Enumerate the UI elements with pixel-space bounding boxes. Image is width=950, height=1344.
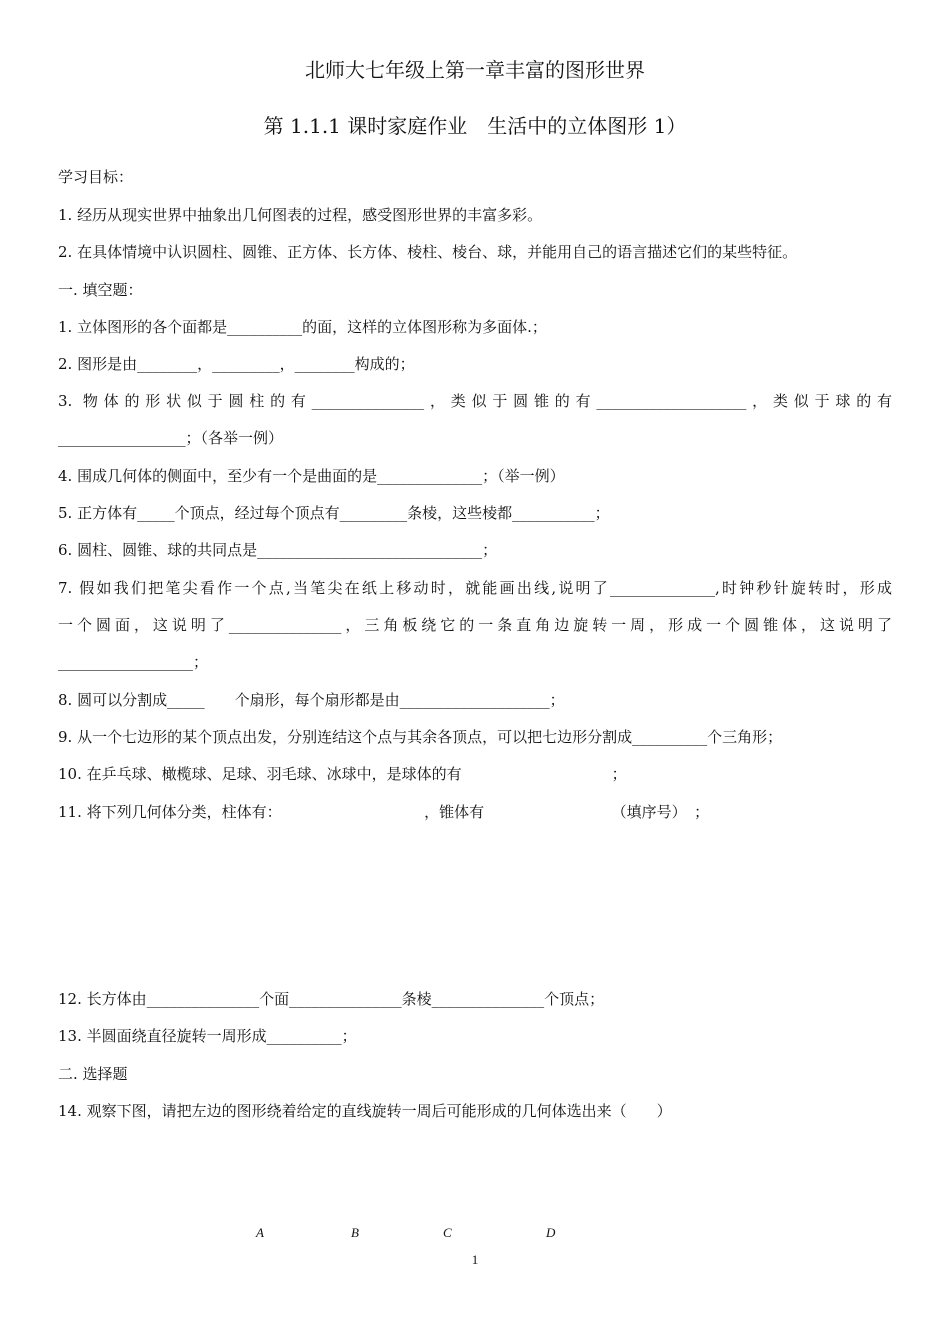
- question-3-line-2: _________________；（各举一例）: [58, 429, 284, 447]
- question-14: 14. 观察下图，请把左边的图形绕着给定的直线旋转一周后可能形成的几何体选出来（ ）: [58, 1102, 672, 1120]
- option-b-label: B: [351, 1225, 359, 1240]
- question-2: 2. 图形是由________，_________，________构成的；: [58, 355, 415, 373]
- question-5: 5. 正方体有_____个顶点，经过每个顶点有_________条棱，这些棱都___________；: [58, 504, 610, 522]
- option-c-label: C: [443, 1225, 452, 1240]
- question-1: 1. 立体图形的各个面都是__________的面，这样的立体图形称为多面体.；: [58, 318, 547, 336]
- question-7-line-3: __________________；: [58, 653, 209, 671]
- question-10: 10. 在乒乓球、橄榄球、足球、羽毛球、冰球中，是球体的有 ；: [58, 765, 627, 783]
- option-d-label: D: [546, 1225, 556, 1240]
- page-title: 北师大七年级上第一章丰富的图形世界: [305, 58, 645, 82]
- objectives-heading: 学习目标：: [58, 168, 134, 186]
- question-13: 13. 半圆面绕直径旋转一周形成__________；: [58, 1027, 357, 1045]
- question-4: 4. 围成几何体的侧面中，至少有一个是曲面的是______________；（举一例）: [58, 467, 565, 485]
- page-subtitle: 第 1.1.1 课时家庭作业 生活中的立体图形 1）: [263, 114, 687, 138]
- choice-section-heading: 二. 选择题: [58, 1065, 128, 1083]
- question-9: 9. 从一个七边形的某个顶点出发，分别连结这个点与其余各顶点，可以把七边形分割成__________个三角形；: [58, 728, 783, 746]
- fill-section-heading: 一. 填空题：: [58, 281, 143, 299]
- question-6: 6. 圆柱、圆锥、球的共同点是______________________________；: [58, 541, 498, 559]
- question-3-line-1: 3. 物体的形状似于圆柱的有_______________，类似于圆锥的有____________________，类似于球的有: [58, 392, 892, 410]
- objective-2: 2. 在具体情境中认识圆柱、圆锥、正方体、长方体、棱柱、棱台、球，并能用自己的语言描述它们的某些特征。: [58, 243, 798, 261]
- option-a-label: A: [256, 1225, 264, 1240]
- question-11: 11. 将下列几何体分类，柱体有： ，锥体有 （填序号） ；: [58, 803, 710, 821]
- objective-1: 1. 经历从现实世界中抽象出几何图表的过程，感受图形世界的丰富多彩。: [58, 206, 543, 224]
- question-7-line-1: 7. 假如我们把笔尖看作一个点,当笔尖在纸上移动时，就能画出线,说明了______________,时钟秒针旋转时，形成: [58, 579, 892, 597]
- question-12: 12. 长方体由_______________个面_______________条棱_______________个顶点；: [58, 990, 605, 1008]
- question-7-line-2: 一个圆面，这说明了_______________，三角板绕它的一条直角边旋转一周，形成一个圆锥体，这说明了: [58, 616, 892, 634]
- page-number: 1: [471, 1252, 479, 1267]
- question-8: 8. 圆可以分割成_____ 个扇形，每个扇形都是由____________________；: [58, 691, 565, 709]
